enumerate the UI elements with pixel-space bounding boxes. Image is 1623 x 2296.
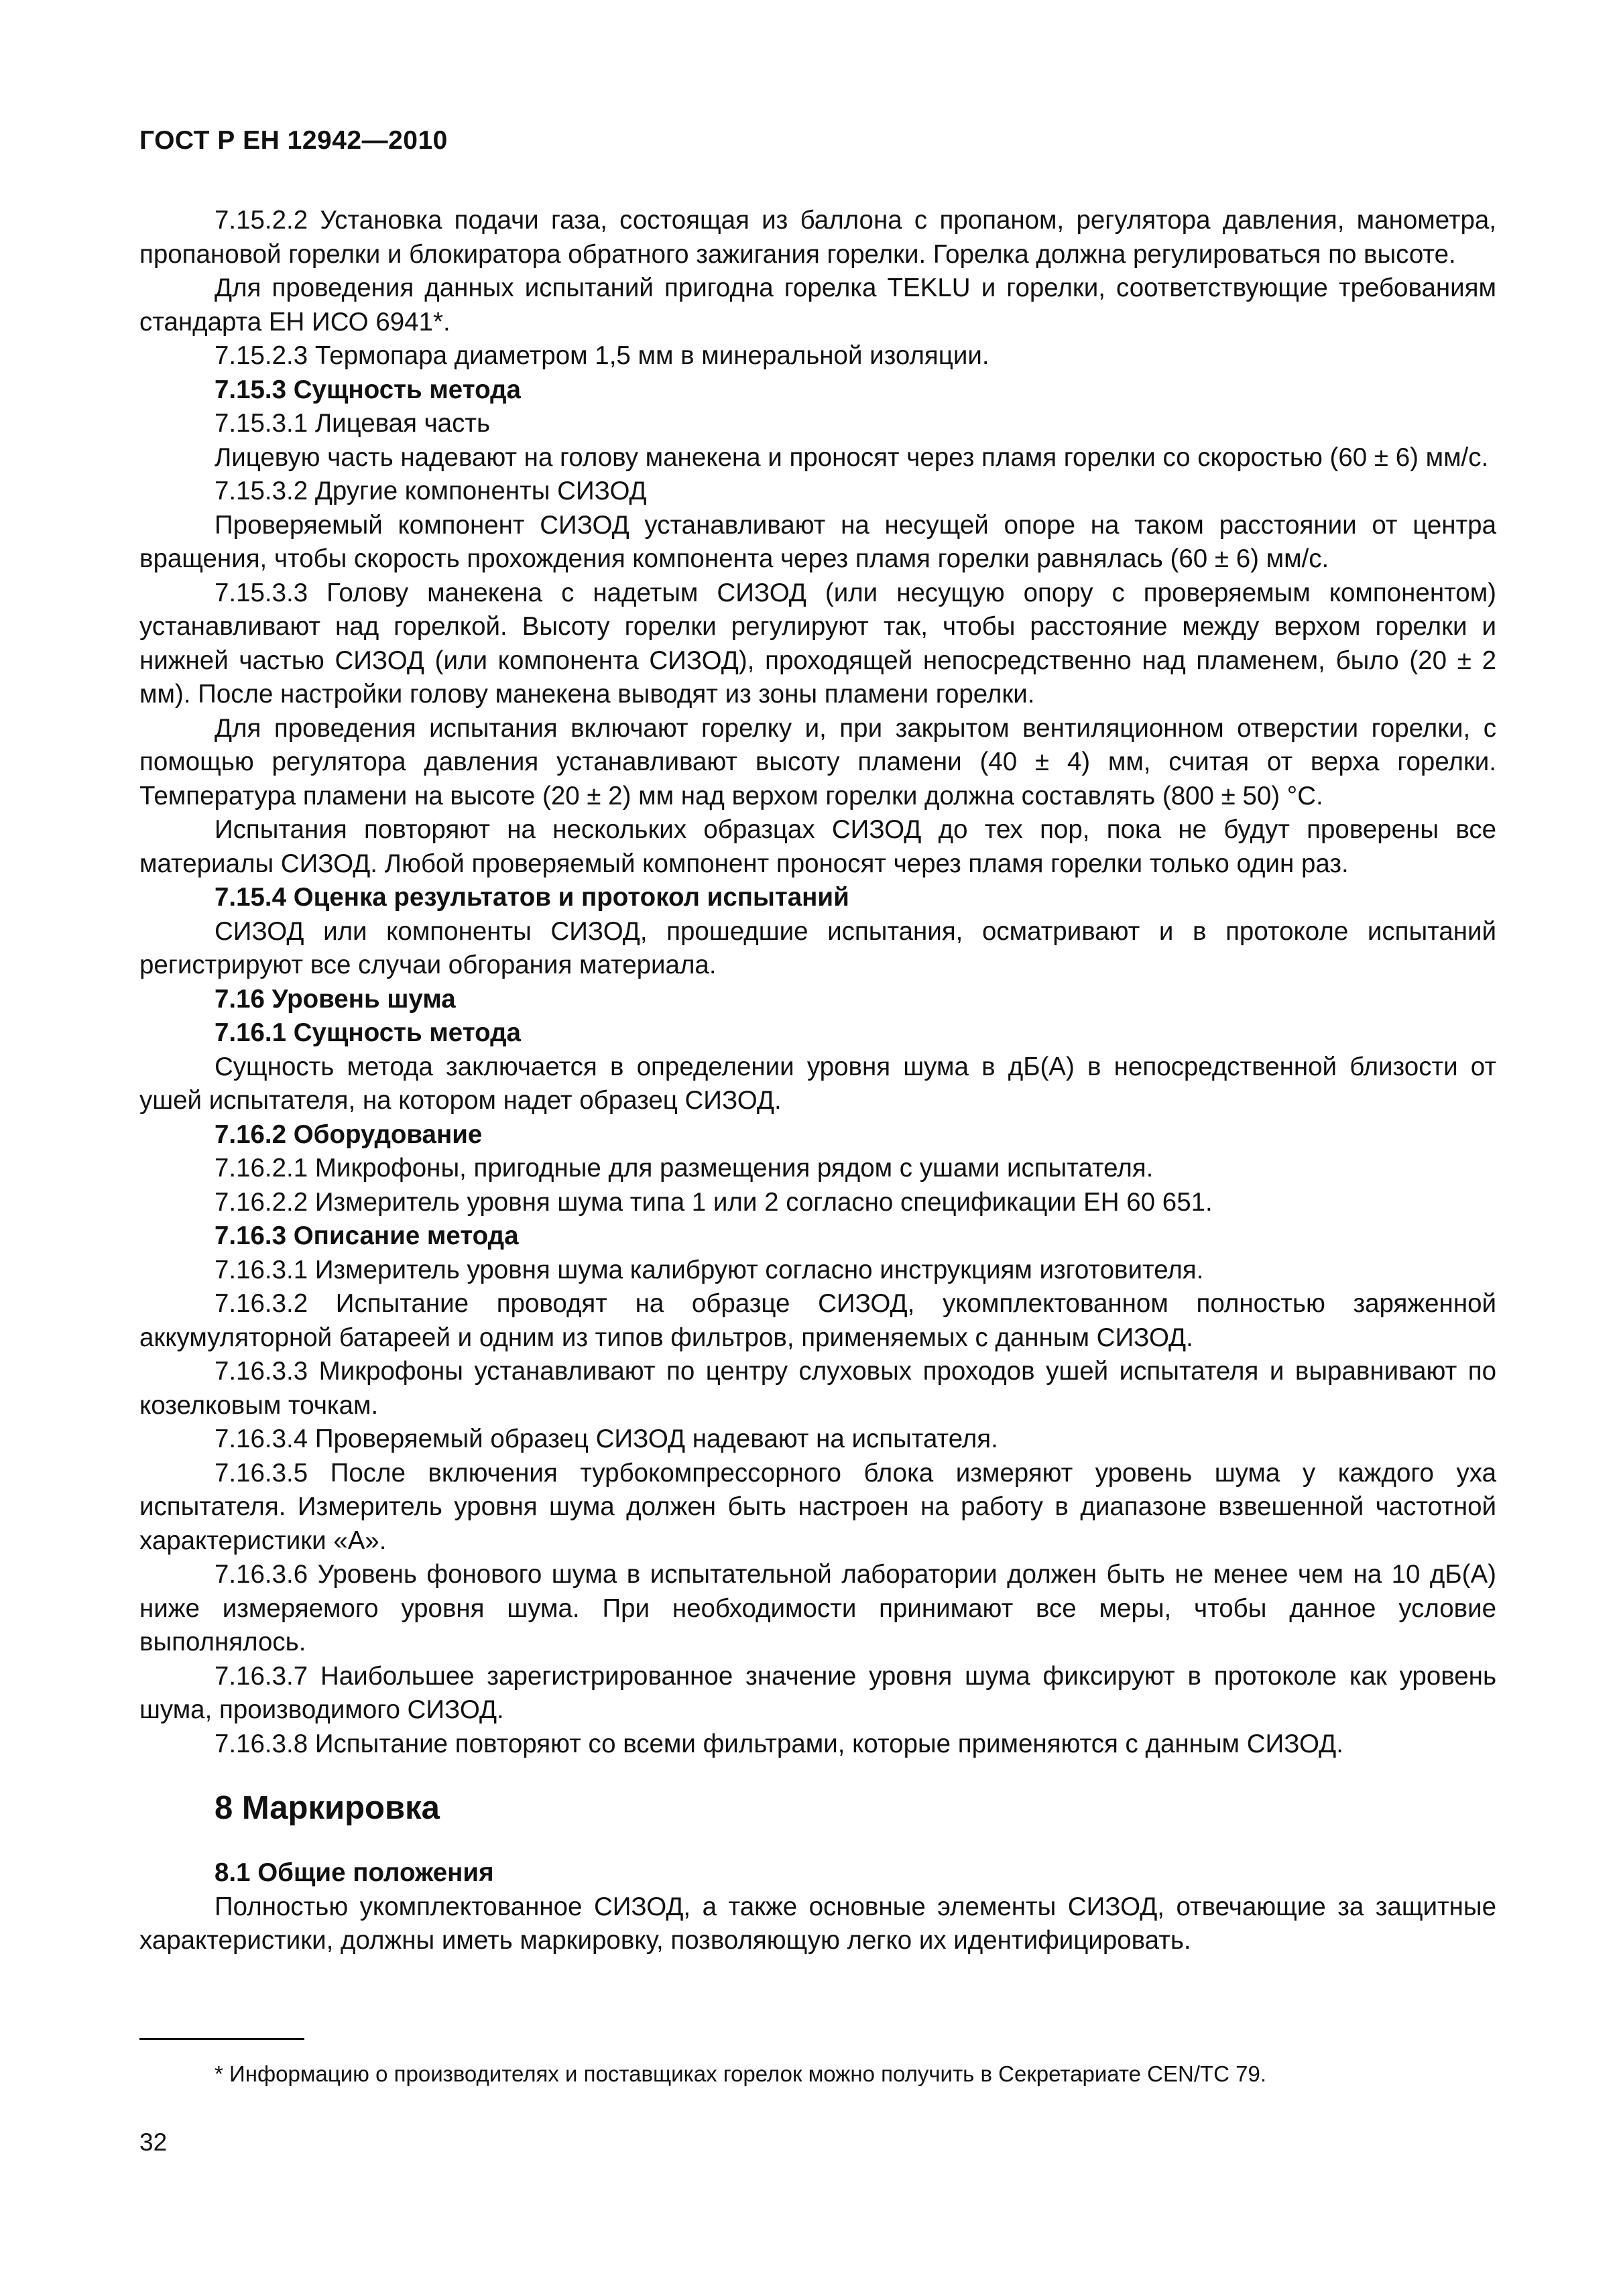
paragraph: 7.15.2.3 Термопара диаметром 1,5 мм в минеральной изоляции. [215, 341, 989, 370]
paragraph: 7.16.2.1 Микрофоны, пригодные для размещения рядом с ушами испытателя. [215, 1154, 1154, 1183]
page-number: 32 [139, 2128, 168, 2156]
paragraph: 7.16.3.6 Уровень фонового шума в испытательной лаборатории должен быть не менее чем на 10 дБ(А) ниже измеряемого уровня шума. При необходимости принимают все меры, чтобы данное условие выполнялось. [139, 1560, 1496, 1656]
subsection-heading: 7.15.4 Оценка результатов и протокол испытаний [215, 883, 849, 912]
paragraph: 7.16.3.8 Испытание повторяют со всеми фильтрами, которые применяются с данным СИЗОД. [215, 1729, 1343, 1758]
paragraph: Проверяемый компонент СИЗОД устанавливают на несущей опоре на таком расстоянии от центра вращения, чтобы скорость прохождения компонента через пламя горелки равнялась (60 ± 6) мм/с. [139, 510, 1496, 573]
document-header: ГОСТ Р ЕН 12942—2010 [139, 126, 448, 155]
paragraph: 7.16.3.2 Испытание проводят на образце СИЗОД, укомплектованном полностью заряженной аккумуляторной батареей и одним из типов фильтров, применяемых с данным СИЗОД. [139, 1289, 1496, 1352]
paragraph: Для проведения данных испытаний пригодна горелка TEKLU и горелки, соответствующие требованиям стандарта ЕН ИСО 6941*. [139, 274, 1496, 337]
paragraph: СИЗОД или компоненты СИЗОД, прошедшие испытания, осматривают и в протоколе испытаний регистрируют все случаи обгорания материала. [139, 916, 1496, 979]
paragraph: 7.16.2.2 Измеритель уровня шума типа 1 или 2 согласно спецификации ЕН 60 651. [215, 1187, 1213, 1217]
paragraph: 7.15.3.3 Голову манекена с надетым СИЗОД (или несущую опору с проверяемым компонентом) устанавливают над горелкой. Высоту горелки регулируют так, чтобы расстояние между верхом горелки и нижней частью СИЗОД (или компонента СИЗОД), проходящей непосредственно над пламенем, было (20 ± 2 мм). После настройки голову манекена выводят из зоны пламени горелки. [139, 578, 1496, 709]
paragraph: Полностью укомплектованное СИЗОД, а также основные элементы СИЗОД, отвечающие за защитные характеристики, должны иметь маркировку, позволяющую легко их идентифицировать. [139, 1892, 1496, 1955]
paragraph: 7.16.3.5 После включения турбокомпрессорного блока измеряют уровень шума у каждого уха испытателя. Измеритель уровня шума должен быть настроен на работу в диапазоне взвешенной частотной характеристики «А». [139, 1458, 1496, 1555]
paragraph: Испытания повторяют на нескольких образцах СИЗОД до тех пор, пока не будут проверены все материалы СИЗОД. Любой проверяемый компонент проносят через пламя горелки только один раз. [139, 815, 1496, 878]
paragraph: Для проведения испытания включают горелку и, при закрытом вентиляционном отверстии горелки, с помощью регулятора давления устанавливают высоту пламени (40 ± 4) мм, считая от верха горелки. Температура пламени на высоте (20 ± 2) мм над верхом горелки должна составлять (800 ± 50) °С. [139, 713, 1496, 810]
paragraph: 7.15.3.1 Лицевая часть [215, 409, 491, 438]
footnote-separator [139, 2038, 304, 2040]
paragraph: 7.16.3.1 Измеритель уровня шума калибруют согласно инструкциям изготовителя. [215, 1255, 1204, 1284]
section-heading: 8 Маркировка [215, 1790, 440, 1826]
paragraph: Сущность метода заключается в определении уровня шума в дБ(А) в непосредственной близости от ушей испытателя, на котором надет образец СИЗОД. [139, 1052, 1496, 1115]
paragraph: Лицевую часть надевают на голову манекена и проносят через пламя горелки со скоростью (60 ± 6) мм/с. [215, 442, 1489, 472]
paragraph: 7.15.2.2 Установка подачи газа, состоящая из баллона с пропаном, регулятора давления, манометра, пропановой горелки и блокиратора обратного зажигания горелки. Горелка должна регулироваться по высоте. [139, 206, 1496, 269]
subsection-heading: 7.16.2 Оборудование [215, 1120, 483, 1149]
subsection-heading: 8.1 Общие положения [215, 1858, 494, 1887]
document-body [139, 204, 1496, 1958]
paragraph: 7.16.3.3 Микрофоны устанавливают по центру слуховых проходов ушей испытателя и выравнивают по козелковым точкам. [139, 1357, 1496, 1420]
subsection-heading: 7.15.3 Сущность метода [215, 375, 521, 404]
footnote: * Информацию о производителях и поставщиках горелок можно получить в Секретариате CEN/TC 79. [215, 2061, 1267, 2086]
subsection-heading: 7.16 Уровень шума [215, 984, 456, 1014]
subsection-heading: 7.16.3 Описание метода [215, 1221, 519, 1250]
paragraph: 7.15.3.2 Другие компоненты СИЗОД [215, 477, 647, 505]
subsection-heading: 7.16.1 Сущность метода [215, 1018, 521, 1047]
paragraph: 7.16.3.4 Проверяемый образец СИЗОД надевают на испытателя. [215, 1425, 998, 1453]
paragraph: 7.16.3.7 Наибольшее зарегистрированное значение уровня шума фиксируют в протоколе как уровень шума, производимого СИЗОД. [139, 1661, 1496, 1724]
